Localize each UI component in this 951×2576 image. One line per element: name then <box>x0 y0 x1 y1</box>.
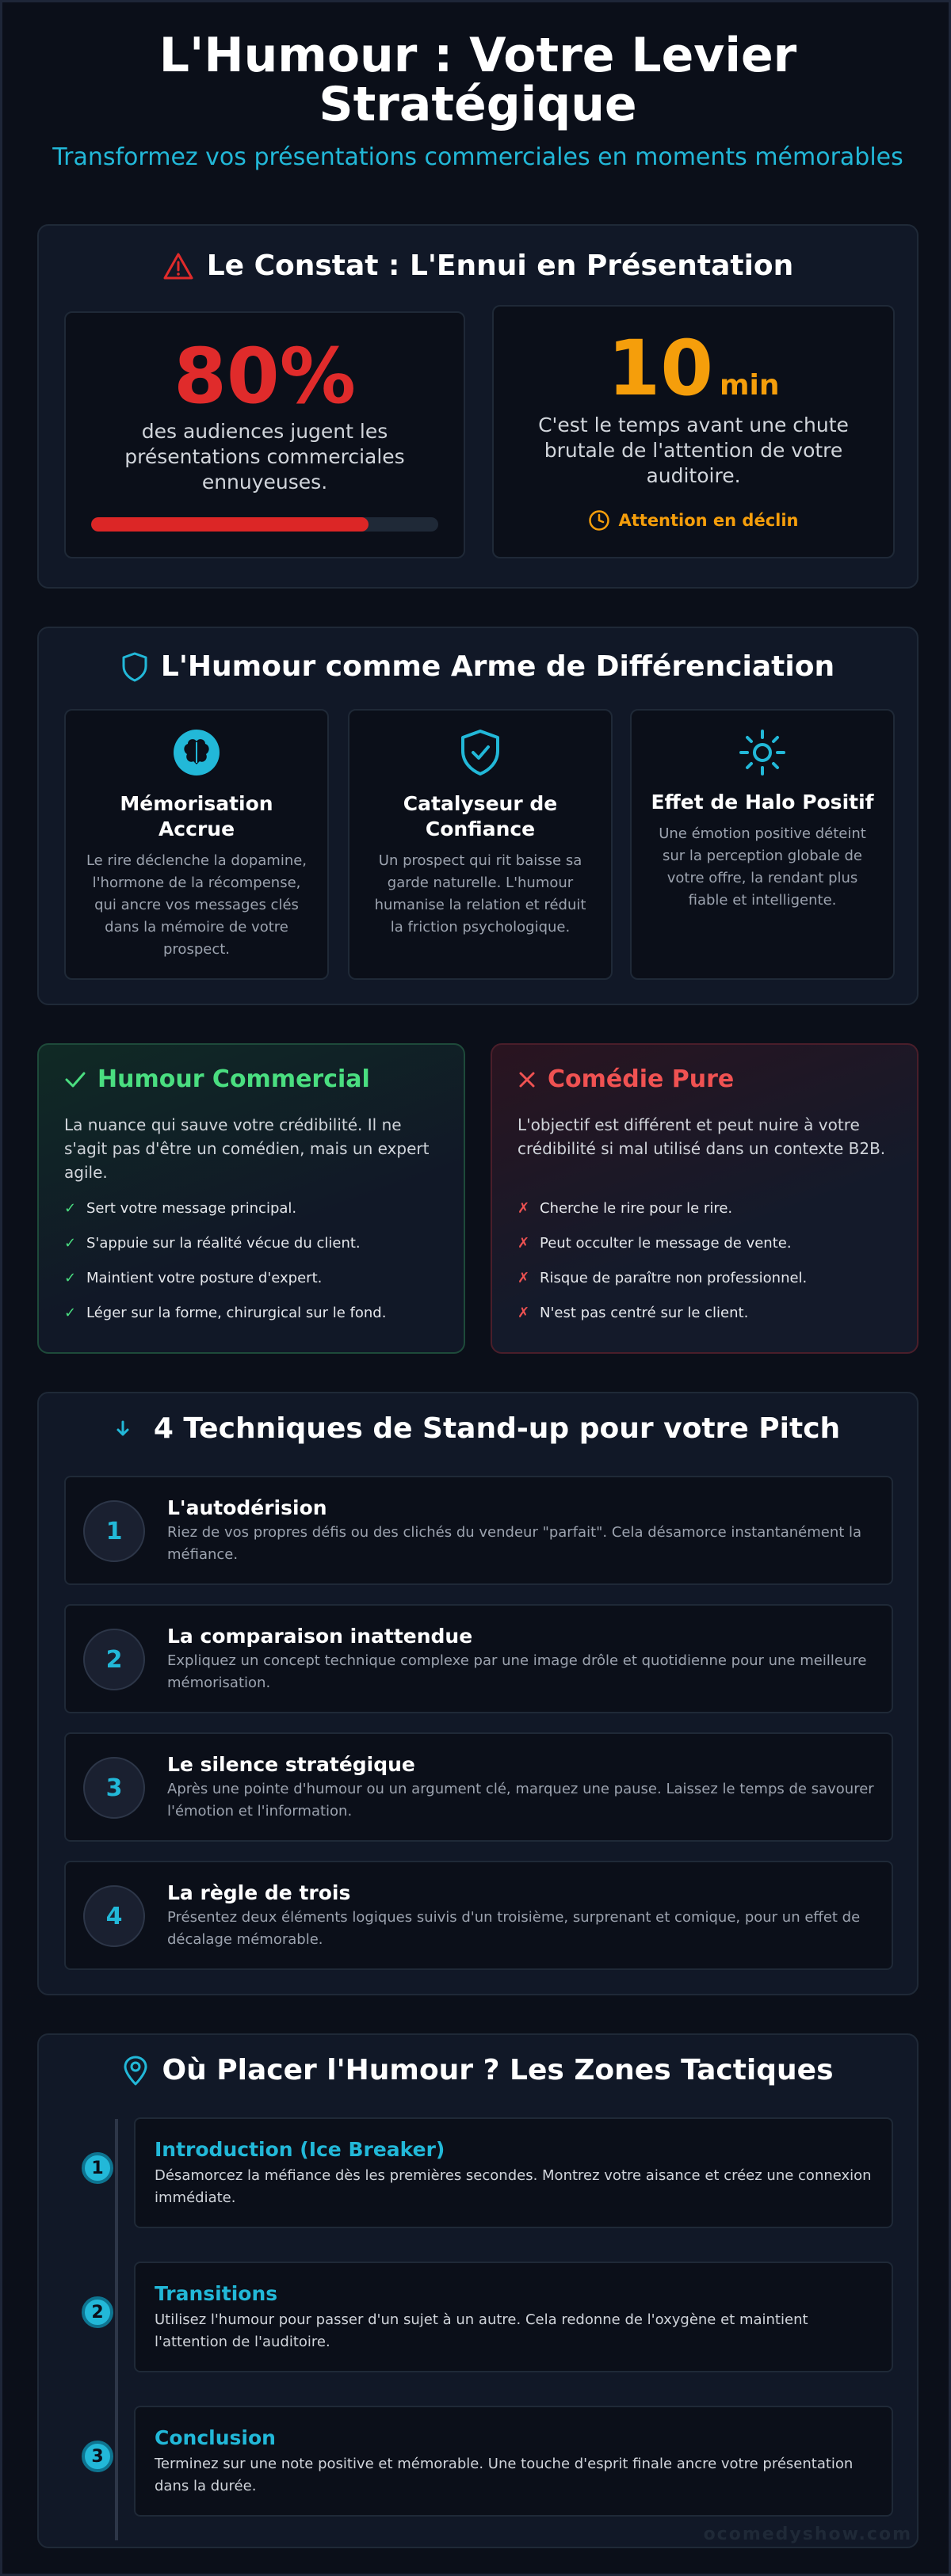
boredom-progress-bar <box>91 517 438 532</box>
technique-number: 2 <box>83 1629 145 1690</box>
list-item-text: Peut occulter le message de vente. <box>540 1234 792 1252</box>
sun-icon <box>738 728 787 777</box>
feature-text: Une émotion positive déteint sur la perception globale de votre offre, la rendant plus fiable et intelligente. <box>659 825 866 909</box>
technique-item <box>64 1476 893 1585</box>
comedie-pure-title <box>518 1065 734 1093</box>
feature-icon-wrap <box>66 728 327 777</box>
difference-panel <box>37 627 919 1005</box>
constat-title-text: Le Constat : L'Ennui en Présentation <box>206 250 794 282</box>
zone-text: Terminez sur une note positive et mémorable. Une touche d'esprit finale ancre votre présentation dans la durée. <box>155 2456 854 2494</box>
shield-check-icon <box>458 728 502 777</box>
stat-text-attention: C'est le temps avant une chute brutale de l'attention de votre auditoire. <box>538 413 849 487</box>
stat-value-minutes <box>494 324 893 413</box>
cross-mark-icon: ✗ <box>518 1304 530 1321</box>
constat-title <box>39 250 917 282</box>
feature-title: Effet de Halo Positif <box>651 791 874 814</box>
page-title-line2: Stratégique <box>319 77 637 132</box>
feature-card-confiance <box>348 709 613 980</box>
techniques-panel <box>37 1392 919 1995</box>
timeline-marker: 1 <box>82 2152 113 2184</box>
check-mark-icon: ✓ <box>64 1199 77 1217</box>
boredom-progress-fill <box>91 517 369 532</box>
check-icon <box>64 1070 86 1089</box>
list-item <box>518 1260 901 1295</box>
humour-commercial-title <box>64 1065 370 1093</box>
brain-icon <box>172 728 221 777</box>
technique-number: 1 <box>83 1500 145 1562</box>
shield-icon <box>121 651 148 683</box>
list-item-text: N'est pas centré sur le client. <box>540 1304 749 1321</box>
zones-title-text: Où Placer l'Humour ? Les Zones Tactiques <box>162 2054 834 2086</box>
check-mark-icon: ✓ <box>64 1234 77 1252</box>
check-mark-icon: ✓ <box>64 1304 77 1321</box>
feature-title: Mémorisation Accrue <box>120 792 273 840</box>
stat-card-attention <box>492 305 895 558</box>
check-mark-icon: ✓ <box>64 1269 77 1286</box>
technique-title: L'autodérision <box>167 1496 327 1519</box>
technique-number: 3 <box>83 1757 145 1819</box>
technique-item <box>64 1732 893 1842</box>
comedie-pure-intro: L'objectif est différent et peut nuire à votre crédibilité si mal utilisé dans un contexte B2B. <box>518 1115 886 1158</box>
page-subtitle: Transformez vos présentations commerciales en moments mémorables <box>52 143 903 171</box>
timeline-line <box>115 2119 118 2540</box>
arrow-down-icon <box>116 1419 130 1439</box>
technique-title: Le silence stratégique <box>167 1753 415 1776</box>
feature-icon-wrap <box>349 728 611 777</box>
zones-panel <box>37 2033 919 2548</box>
warning-icon <box>162 252 194 280</box>
technique-text: Présentez deux éléments logiques suivis d'un troisième, surprenant et comique, pour un effet de décalage mémorable. <box>167 1909 861 1948</box>
stat-minutes-number: 10 <box>607 324 714 413</box>
stat-card-audience <box>64 311 465 558</box>
zone-card <box>134 2117 893 2228</box>
page-title-line1: L'Humour : Votre Levier <box>158 28 797 83</box>
list-item-text: Maintient votre posture d'expert. <box>86 1269 323 1286</box>
feature-text: Un prospect qui rit baisse sa garde naturelle. L'humour humanise la relation et réduit la friction psychologique. <box>374 852 586 936</box>
zone-title: Conclusion <box>155 2426 276 2449</box>
list-item <box>64 1225 448 1260</box>
list-item <box>64 1191 448 1225</box>
comedie-pure-panel <box>491 1043 919 1354</box>
attention-decline-badge <box>494 509 893 532</box>
technique-title: La règle de trois <box>167 1881 351 1904</box>
humour-commercial-panel <box>37 1043 465 1354</box>
attention-decline-label: Attention en déclin <box>618 511 799 530</box>
comedie-pure-title-text: Comédie Pure <box>548 1065 735 1093</box>
list-item-text: Risque de paraître non professionnel. <box>540 1269 808 1286</box>
list-item <box>64 1295 448 1330</box>
timeline-marker: 2 <box>82 2296 113 2328</box>
clock-icon <box>588 509 610 532</box>
technique-item <box>64 1604 893 1713</box>
technique-text: Expliquez un concept technique complexe par une image drôle et quotidienne pour une meilleure mémorisation. <box>167 1652 867 1691</box>
cross-mark-icon: ✗ <box>518 1234 530 1252</box>
technique-number: 4 <box>83 1885 145 1947</box>
zone-text: Désamorcez la méfiance dès les premières secondes. Montrez votre aisance et créez une connexion immédiate. <box>155 2167 872 2206</box>
feature-card-halo <box>630 709 895 980</box>
stat-minutes-unit: min <box>720 369 780 402</box>
list-item-text: Léger sur la forme, chirurgical sur le fond. <box>86 1304 387 1321</box>
feature-title: Catalyseur de Confiance <box>403 792 558 840</box>
humour-commercial-title-text: Humour Commercial <box>97 1065 370 1093</box>
zone-card <box>134 2262 893 2372</box>
list-item-text: S'appuie sur la réalité vécue du client. <box>86 1234 361 1252</box>
cross-mark-icon: ✗ <box>518 1199 530 1217</box>
technique-item <box>64 1861 893 1970</box>
stat-value-percent: 80% <box>174 332 356 421</box>
list-item <box>518 1295 901 1330</box>
feature-icon-wrap <box>632 728 893 777</box>
map-pin-icon <box>122 2055 149 2086</box>
list-item-text: Cherche le rire pour le rire. <box>540 1199 733 1217</box>
close-icon <box>518 1070 537 1089</box>
list-item <box>518 1191 901 1225</box>
humour-commercial-intro: La nuance qui sauve votre crédibilité. Il ne s'agit pas d'être un comédien, mais un expert agile. <box>64 1115 430 1182</box>
feature-text: Le rire déclenche la dopamine, l'hormone de la récompense, qui ancre vos messages clés dans la mémoire de votre prospect. <box>86 852 307 958</box>
zones-title <box>39 2054 917 2086</box>
header <box>2 28 951 171</box>
watermark: ocomedyshow.com <box>703 2525 912 2544</box>
difference-title-text: L'Humour comme Arme de Différenciation <box>160 650 835 683</box>
list-item <box>64 1260 448 1295</box>
cross-mark-icon: ✗ <box>518 1269 530 1286</box>
zone-title: Introduction (Ice Breaker) <box>155 2138 445 2161</box>
zone-card <box>134 2406 893 2517</box>
list-item-text: Sert votre message principal. <box>86 1199 297 1217</box>
zone-text: Utilisez l'humour pour passer d'un sujet à un autre. Cela redonne de l'oxygène et maintient l'attention de l'auditoire. <box>155 2311 808 2350</box>
comedie-pure-list <box>518 1191 901 1330</box>
technique-text: Après une pointe d'humour ou un argument clé, marquez une pause. Laissez le temps de savourer l'émotion et l'information. <box>167 1781 874 1820</box>
technique-title: La comparaison inattendue <box>167 1625 473 1648</box>
constat-panel <box>37 224 919 589</box>
feature-card-memorisation <box>64 709 329 980</box>
techniques-title <box>39 1412 917 1445</box>
stat-text-audience: des audiences jugent les présentations commerciales ennuyeuses. <box>124 420 405 493</box>
timeline-marker: 3 <box>82 2441 113 2472</box>
zone-title: Transitions <box>155 2282 278 2305</box>
difference-title <box>39 650 917 683</box>
techniques-title-text: 4 Techniques de Stand-up pour votre Pitch <box>153 1412 841 1445</box>
list-item <box>518 1225 901 1260</box>
humour-commercial-list <box>64 1191 448 1330</box>
technique-text: Riez de vos propres défis ou des clichés du vendeur "parfait". Cela désamorce instantanément la méfiance. <box>167 1524 862 1563</box>
page-title <box>2 28 951 132</box>
